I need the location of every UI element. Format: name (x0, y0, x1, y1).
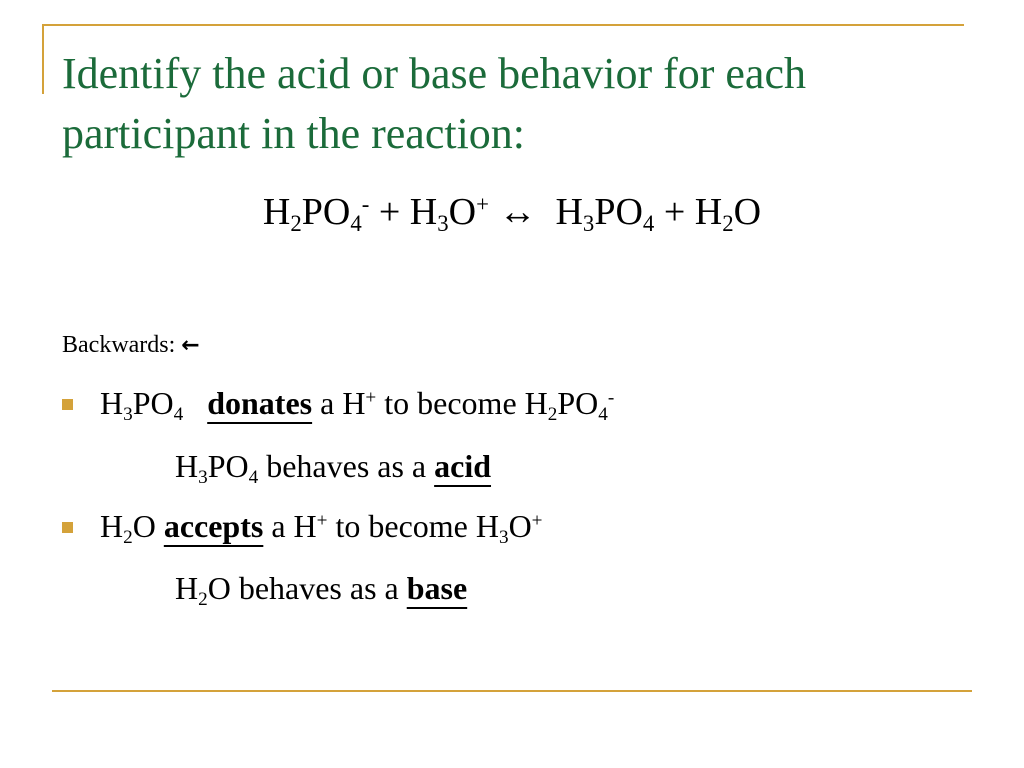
acid-term: acid (434, 448, 492, 484)
slide-title: Identify the acid or base behavior for each participant in the reaction: (62, 49, 806, 158)
bullet-donates: $H_3PO_4$ donates a H+ to become $H_2PO_4^-$ (100, 385, 615, 425)
equilibrium-arrow: ↔ (488, 191, 556, 233)
bullet-accepts: $H_2O$ accepts a H+ to become $H_3O^+$ (100, 508, 543, 548)
top-rule (42, 24, 964, 26)
base-term: base (406, 570, 468, 606)
reaction-equation: $H_2PO_4^- + H_3O^+$ ↔ $H_3PO_4 + H_2O$ (262, 191, 762, 236)
left-arrow-icon: ← (181, 333, 200, 358)
accepts-term: accepts (163, 508, 264, 544)
bottom-rule (52, 690, 972, 692)
donates-term: donates (207, 385, 313, 421)
base-behavior-line: $H_2O$ behaves as a base (175, 570, 468, 610)
backwards-label: Backwards: ← (62, 332, 200, 358)
bullet-marker (62, 522, 73, 533)
bullet-marker (62, 399, 73, 410)
left-rule (42, 24, 44, 94)
acid-behavior-line: $H_3PO_4$ behaves as a acid (175, 448, 492, 488)
